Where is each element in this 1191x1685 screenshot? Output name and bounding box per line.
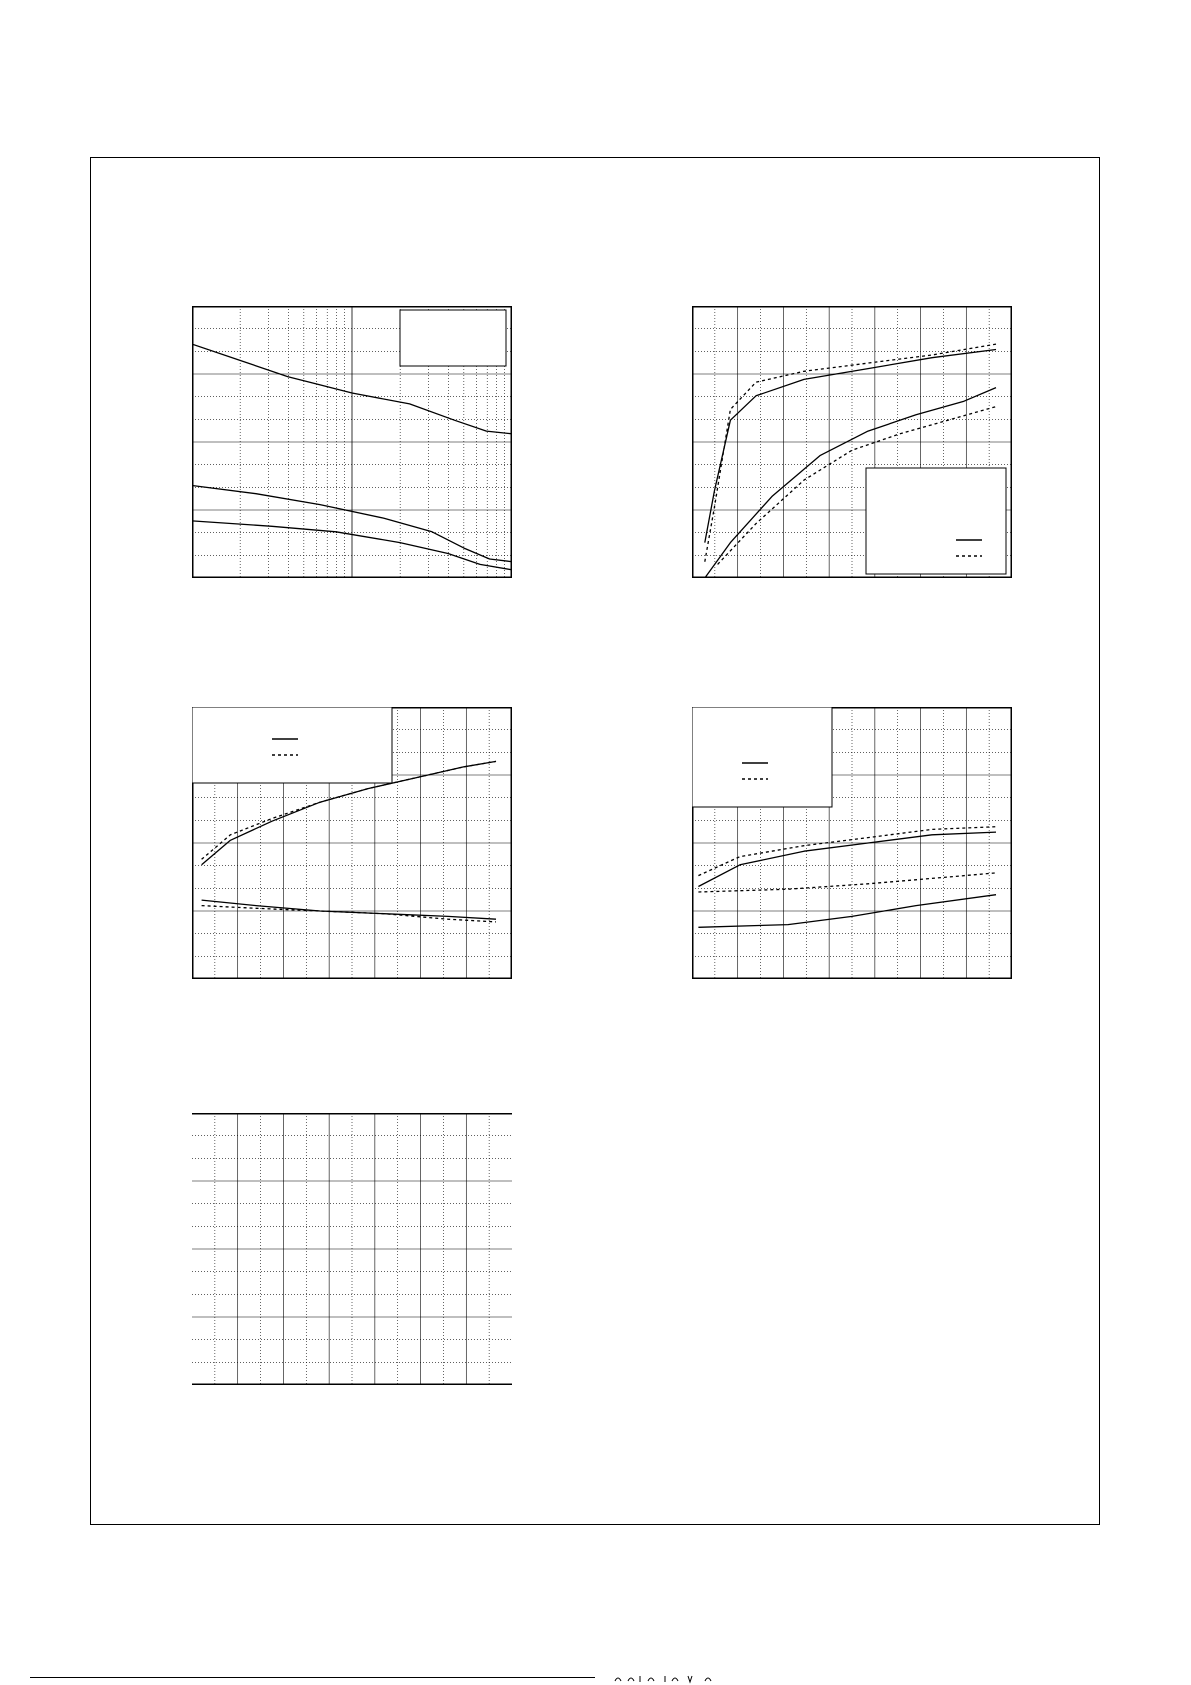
- series-line-4: [202, 906, 496, 922]
- series-line-3: [698, 873, 996, 892]
- legend-box: [400, 310, 506, 366]
- legend-box: [192, 707, 392, 783]
- footer-rule: [30, 1677, 595, 1678]
- legend-box: [866, 468, 1006, 574]
- series-line-1: [698, 832, 996, 886]
- chart-middle-left: [192, 707, 512, 979]
- chart-top-right: [692, 306, 1012, 578]
- legend-box: [692, 707, 832, 807]
- series-line-3: [202, 900, 496, 919]
- chart-bottom-left: [192, 1113, 512, 1385]
- chart-top-left: [192, 306, 512, 578]
- footer-marks: [610, 1672, 760, 1685]
- chart-middle-right: [692, 707, 1012, 979]
